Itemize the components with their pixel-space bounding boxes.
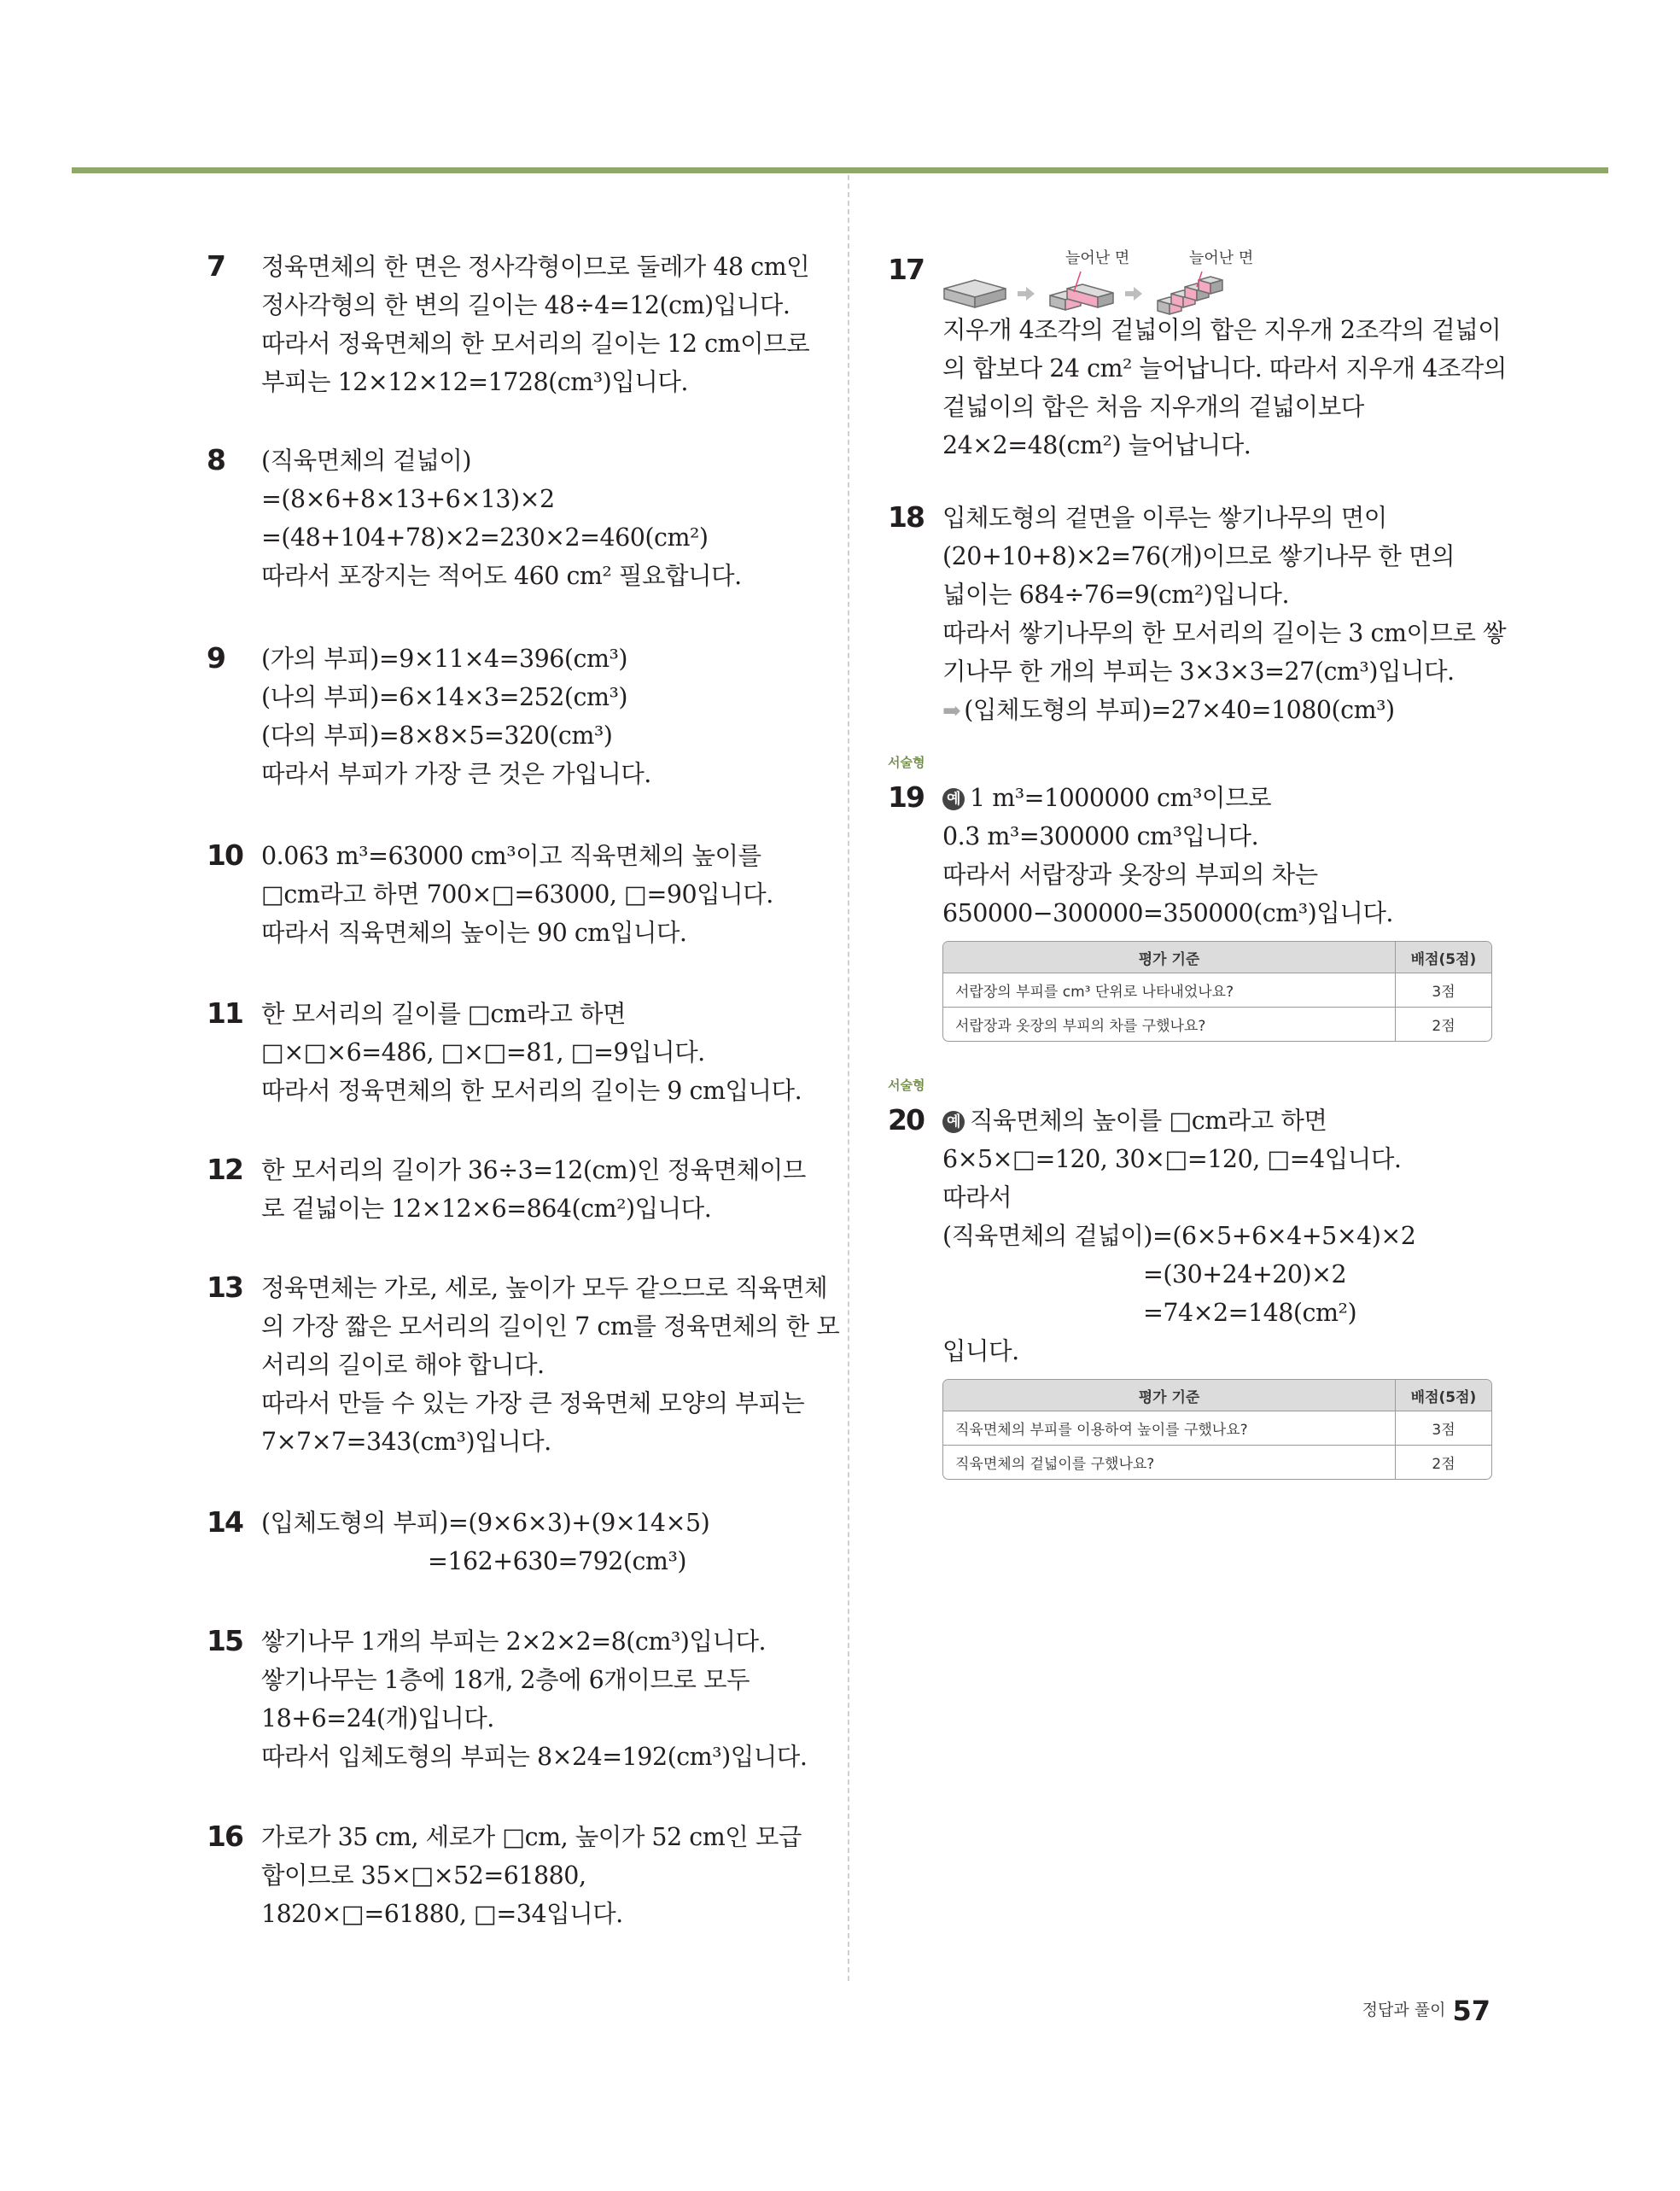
problem-18 <box>888 499 1507 731</box>
problem-14 <box>207 1504 821 1580</box>
text-line: (입체도형의 부피)=(9×6×3)+(9×14×5) <box>261 1509 710 1537</box>
problem-17 <box>888 249 1507 464</box>
criteria-cell: 직육면체의 부피를 이용하여 높이를 구했나요? <box>943 1411 1395 1445</box>
text-line: 24×2=48(cm²) 늘어납니다. <box>942 431 1251 459</box>
text-line: 부피는 12×12×12=1728(cm³)입니다. <box>261 368 688 396</box>
text-line: =(8×6+8×13+6×13)×2 <box>261 485 555 513</box>
scoring-table <box>942 941 1492 1042</box>
text-line <box>942 691 1502 731</box>
criteria-header: 평가 기준 <box>943 942 1395 973</box>
text-line: =74×2=148(cm²) <box>1143 1299 1357 1327</box>
text-line: 입니다. <box>942 1337 1019 1365</box>
text-line: =162+630=792(cm³) <box>428 1547 686 1575</box>
problem-9 <box>207 640 821 793</box>
page-footer <box>1362 1995 1490 2027</box>
criteria-header: 평가 기준 <box>943 1380 1395 1411</box>
text-line: 겉넓이의 합은 처음 지우개의 겉넓이보다 <box>942 393 1364 421</box>
problem-20 <box>888 1078 1502 1480</box>
page-number: 57 <box>1452 1995 1490 2027</box>
problem-number: 16 <box>207 1820 242 1853</box>
problem-number: 14 <box>207 1505 242 1539</box>
problem-number: 10 <box>207 838 242 872</box>
example-badge: 예 <box>942 788 965 810</box>
text-line: 로 겉넓이는 12×12×6=864(cm²)입니다. <box>261 1195 712 1223</box>
text-line-content: (입체도형의 부피)=27×40=1080(cm³) <box>964 696 1395 724</box>
text-line: 입체도형의 겉면을 이루는 쌓기나무의 면이 <box>942 504 1387 532</box>
score-header: 배점(5점) <box>1395 1380 1491 1411</box>
problem-number: 8 <box>207 443 225 476</box>
right-column <box>888 248 1507 1480</box>
footer-label: 정답과 풀이 <box>1362 2001 1446 2019</box>
eraser-diagram <box>942 263 1284 328</box>
text-line: 쌓기나무는 1층에 18개, 2층에 6개이므로 모두 <box>261 1666 750 1694</box>
text-line: 따라서 입체도형의 부피는 8×24=192(cm³)입니다. <box>261 1743 808 1771</box>
text-line: 정육면체는 가로, 세로, 높이가 모두 같으므로 직육면체 <box>261 1274 828 1302</box>
text-line: 의 가장 짧은 모서리의 길이인 7 cm를 정육면체의 한 모 <box>261 1312 840 1341</box>
problem-8 <box>207 441 821 595</box>
problem-number: 18 <box>888 500 924 534</box>
problem-number: 15 <box>207 1624 242 1657</box>
text-line: 따라서 포장지는 적어도 460 cm² 필요합니다. <box>261 562 742 590</box>
problem-15 <box>207 1622 821 1776</box>
text-line: (직육면체의 겉넓이)=(6×5+6×4+5×4)×2 <box>942 1222 1416 1250</box>
increased-face-label: 늘어난 면 <box>1065 249 1130 267</box>
text-line: 7×7×7=343(cm³)입니다. <box>261 1428 551 1456</box>
increased-face-label: 늘어난 면 <box>1189 249 1254 267</box>
left-column <box>207 248 840 1933</box>
text-line: □×□×6=486, □×□=81, □=9입니다. <box>261 1038 705 1066</box>
score-header: 배점(5점) <box>1395 942 1491 973</box>
problem-7 <box>207 248 821 401</box>
problem-12 <box>207 1151 821 1228</box>
text-line <box>942 1101 1502 1140</box>
text-line: (직육면체의 겉넓이) <box>261 447 472 475</box>
text-line: (나의 부피)=6×14×3=252(cm³) <box>261 683 628 711</box>
essay-type-tag: 서술형 <box>888 1078 925 1093</box>
problem-13 <box>207 1269 840 1461</box>
problem-number: 12 <box>207 1153 242 1186</box>
example-badge: 예 <box>942 1111 965 1133</box>
text-line: (20+10+8)×2=76(개)이므로 쌓기나무 한 면의 <box>942 542 1455 570</box>
text-line: 따라서 서랍장과 옷장의 부피의 차는 <box>942 861 1318 889</box>
scoring-table <box>942 1379 1492 1480</box>
criteria-cell: 직육면체의 겉넓이를 구했나요? <box>943 1445 1395 1479</box>
problem-11 <box>207 995 821 1110</box>
text-line: 지우개 4조각의 겉넓이의 합은 지우개 2조각의 겉넓이 <box>942 316 1502 344</box>
text-line-content: 직육면체의 높이를 □cm라고 하면 <box>970 1107 1327 1135</box>
text-line: 정사각형의 한 변의 길이는 48÷4=12(cm)입니다. <box>261 291 790 319</box>
text-line: 6×5×□=120, 30×□=120, □=4입니다. <box>942 1145 1402 1173</box>
problem-16 <box>207 1818 821 1933</box>
text-line: 따라서 직육면체의 높이는 90 cm입니다. <box>261 919 687 947</box>
text-line: 0.063 m³=63000 cm³이고 직육면체의 높이를 <box>261 842 761 870</box>
arrow-right-icon: ➡ <box>942 698 961 724</box>
text-line: 650000−300000=350000(cm³)입니다. <box>942 899 1393 927</box>
text-line-content: 1 m³=1000000 cm³이므로 <box>970 784 1272 812</box>
text-line: 기나무 한 개의 부피는 3×3×3=27(cm³)입니다. <box>942 657 1455 686</box>
score-cell: 3점 <box>1395 1411 1491 1445</box>
text-line: (가의 부피)=9×11×4=396(cm³) <box>261 645 628 673</box>
text-line: 따라서 정육면체의 한 모서리의 길이는 9 cm입니다. <box>261 1077 802 1105</box>
text-line: 의 합보다 24 cm² 늘어납니다. 따라서 지우개 4조각의 <box>942 354 1507 383</box>
problem-number: 20 <box>888 1103 924 1136</box>
text-line: 1820×□=61880, □=34입니다. <box>261 1900 623 1928</box>
text-line: 따라서 정육면체의 한 모서리의 길이는 12 cm이므로 <box>261 330 810 358</box>
problem-number: 19 <box>888 780 924 814</box>
text-line: (다의 부피)=8×8×5=320(cm³) <box>261 722 613 750</box>
text-line: 따라서 쌓기나무의 한 모서리의 길이는 3 cm이므로 쌓 <box>942 619 1507 647</box>
text-line: 쌓기나무 1개의 부피는 2×2×2=8(cm³)입니다. <box>261 1627 767 1656</box>
problem-number: 7 <box>207 249 225 283</box>
problem-number: 11 <box>207 996 242 1030</box>
text-line: 가로가 35 cm, 세로가 □cm, 높이가 52 cm인 모급 <box>261 1823 802 1851</box>
text-line: 따라서 <box>942 1183 1012 1212</box>
text-line: 따라서 부피가 가장 큰 것은 가입니다. <box>261 760 651 788</box>
text-line: 18+6=24(개)입니다. <box>261 1704 494 1732</box>
text-line: □cm라고 하면 700×□=63000, □=90입니다. <box>261 880 773 909</box>
text-line: 한 모서리의 길이가 36÷3=12(cm)인 정육면체이므 <box>261 1156 806 1184</box>
score-cell: 2점 <box>1395 1007 1491 1041</box>
criteria-cell: 서랍장의 부피를 cm³ 단위로 나타내었나요? <box>943 973 1395 1007</box>
text-line: =(48+104+78)×2=230×2=460(cm²) <box>261 523 709 552</box>
text-line: 정육면체의 한 면은 정사각형이므로 둘레가 48 cm인 <box>261 253 810 281</box>
criteria-cell: 서랍장과 옷장의 부피의 차를 구했나요? <box>943 1007 1395 1041</box>
text-line <box>942 779 1502 817</box>
top-accent-bar <box>72 167 1608 173</box>
score-cell: 2점 <box>1395 1445 1491 1479</box>
text-line: 따라서 만들 수 있는 가장 큰 정육면체 모양의 부피는 <box>261 1389 805 1417</box>
text-line: 넓이는 684÷76=9(cm²)입니다. <box>942 581 1290 609</box>
text-line: 서리의 길이로 해야 합니다. <box>261 1351 545 1379</box>
problem-number: 13 <box>207 1271 242 1304</box>
text-line: =(30+24+20)×2 <box>1143 1260 1347 1288</box>
problem-10 <box>207 837 821 952</box>
essay-type-tag: 서술형 <box>888 755 925 770</box>
problem-number: 17 <box>888 253 924 286</box>
problem-19 <box>888 755 1502 1042</box>
text-line: 합이므로 35×□×52=61880, <box>261 1861 586 1890</box>
text-line: 0.3 m³=300000 cm³입니다. <box>942 822 1259 850</box>
score-cell: 3점 <box>1395 973 1491 1007</box>
eraser-cut-illustration <box>942 251 1502 311</box>
text-line: 한 모서리의 길이를 □cm라고 하면 <box>261 1000 627 1028</box>
problem-number: 9 <box>207 641 225 675</box>
column-divider <box>848 175 849 1981</box>
